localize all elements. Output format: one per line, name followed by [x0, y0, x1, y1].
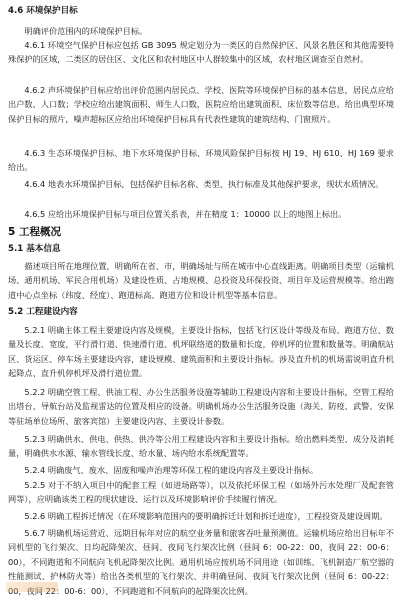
paragraph-5-2-6: 5.2.6 明确工程拆迁情况（在环境影响范围内的要明确拆迁计划和拆迁进度），工程投资及建设周期。 — [24, 511, 388, 521]
paragraph-5-2-3: 5.2.3 明确供水、供电、供热、供冷等公用工程建设内容和主要设计指标。给出燃料类型、成分及消耗量，明确供水水源、输水管线长度、给水量、场内给水系统配置等。 — [8, 434, 394, 459]
section-heading-4-6: 4.6 环境保护目标 — [8, 6, 78, 16]
paragraph-5-2-2: 5.2.2 明确空管工程、供油工程、办公生活服务设施等辅助工程建设内容和主要设计指标，空管工程给出塔台、导航台站及监视雷达的位置及相应的设备。明确机场办公生活服务设施（海关、防疫、武警、安保等驻场单位场所、旅客宾馆）主要建设内容、主要设计参数。 — [8, 387, 394, 426]
section-heading-5-1: 5.1 基本信息 — [8, 244, 61, 254]
paragraph-5-2-4: 5.2.4 明确废气、废水、固废和噪声治理等环保工程的建设内容及主要设计指标。 — [24, 465, 319, 475]
paragraph-4-6-4: 4.6.4 地表水环境保护目标，包括保护目标名称、类型、执行标准及其他保护要求，现状水质情况。 — [24, 179, 384, 189]
paragraph-4-6-1: 4.6.1 环境空气保护目标应包括 GB 3095 规定划分为一类区的自然保护区、风景名胜区和其他需要特殊保护的区域，二类区的居住区、文化区和农村地区中人群较集中的区域，农村地区调查至自然村。 — [8, 40, 394, 65]
paragraph-4-6-intro: 明确评价范围内的环境保护目标。 — [24, 26, 148, 36]
chapter-heading-5: 5 工程概况 — [8, 226, 61, 238]
paragraph-5-6-7: 5.6.7 明确机场运营近、远期目标年对应的航空业务量和旅客吞吐量预测值。运输机场应给出目标年不同机型的飞行架次、日均起降架次、昼间、夜间飞行架次比例（昼间 6：00-22：00，夜间 22：00-6：00），不同跑道和不同航向飞机起降架次比例。通用机场应按机场不同用途（如训练、飞机制造厂航空器的性能测试、护林防火等）给出各类机型的飞行架次、并明确昼间、夜间飞行架次比例（昼间 6：00-22：00，夜间 22：00-6：00），不同跑道和不同航向的起降架次比例。 — [8, 528, 394, 596]
paragraph-5-1-body: 描述项目所在地理位置，明确所在省、市，明确场址与所在城市中心直线距离。明确项目类型（运输机场、通用机场、军民合用机场）及建设性质、占地规模、总投资及环保投资、项目年及运营规模等。给出跑道中心点坐标（纬度、经度）、跑道标高、跑道方位和设计机型等基本信息。 — [8, 261, 394, 300]
paragraph-4-6-3: 4.6.3 生态环境保护目标、地下水环境保护目标、环境风险保护目标按 HJ 19、HJ 610、HJ 169 要求给出。 — [8, 148, 394, 173]
paragraph-4-6-5: 4.6.5 应给出环境保护目标与项目位置关系表，并在精度 1：10000 以上的地图上标出。 — [24, 209, 347, 219]
watermark-logo — [6, 582, 58, 592]
paragraph-5-2-1: 5.2.1 明确主体工程主要建设内容及规模，主要设计指标，包括飞行区设计等级及布局、跑道方位、数量及长度、宽度，平行滑行道、快速滑行道、机坪联络道的数量和长度，停机坪的位置和数量等。明确航站区、货运区、停车场主要建设内容，建设规模、建筑面积和主要设计指标。涉及直升机的机场需说明直升机起降点、直升机停机坪及滑行道位置。 — [8, 325, 394, 379]
section-heading-5-2: 5.2 工程建设内容 — [8, 307, 78, 317]
paragraph-5-2-5: 5.2.5 对于不纳入项目中的配套工程（如进场路等），以及依托环保工程（如场外污水处理厂及配套管网等），应明确该类工程的现状建设、运行以及环境影响评价手续履行情况。 — [8, 480, 394, 505]
paragraph-4-6-2: 4.6.2 声环境保护目标应给出评价范围内居民点、学校、医院等环境保护目标的基本信息，居民点应给出户数、人口数；学校应给出建筑面积、师生人口数，医院应给出建筑面积、床位数等信息。给出典型环境保护目标的照片，噪声超标区应给出环境保护目标具有代表性建筑的建筑结构、门窗照片。 — [8, 85, 394, 124]
